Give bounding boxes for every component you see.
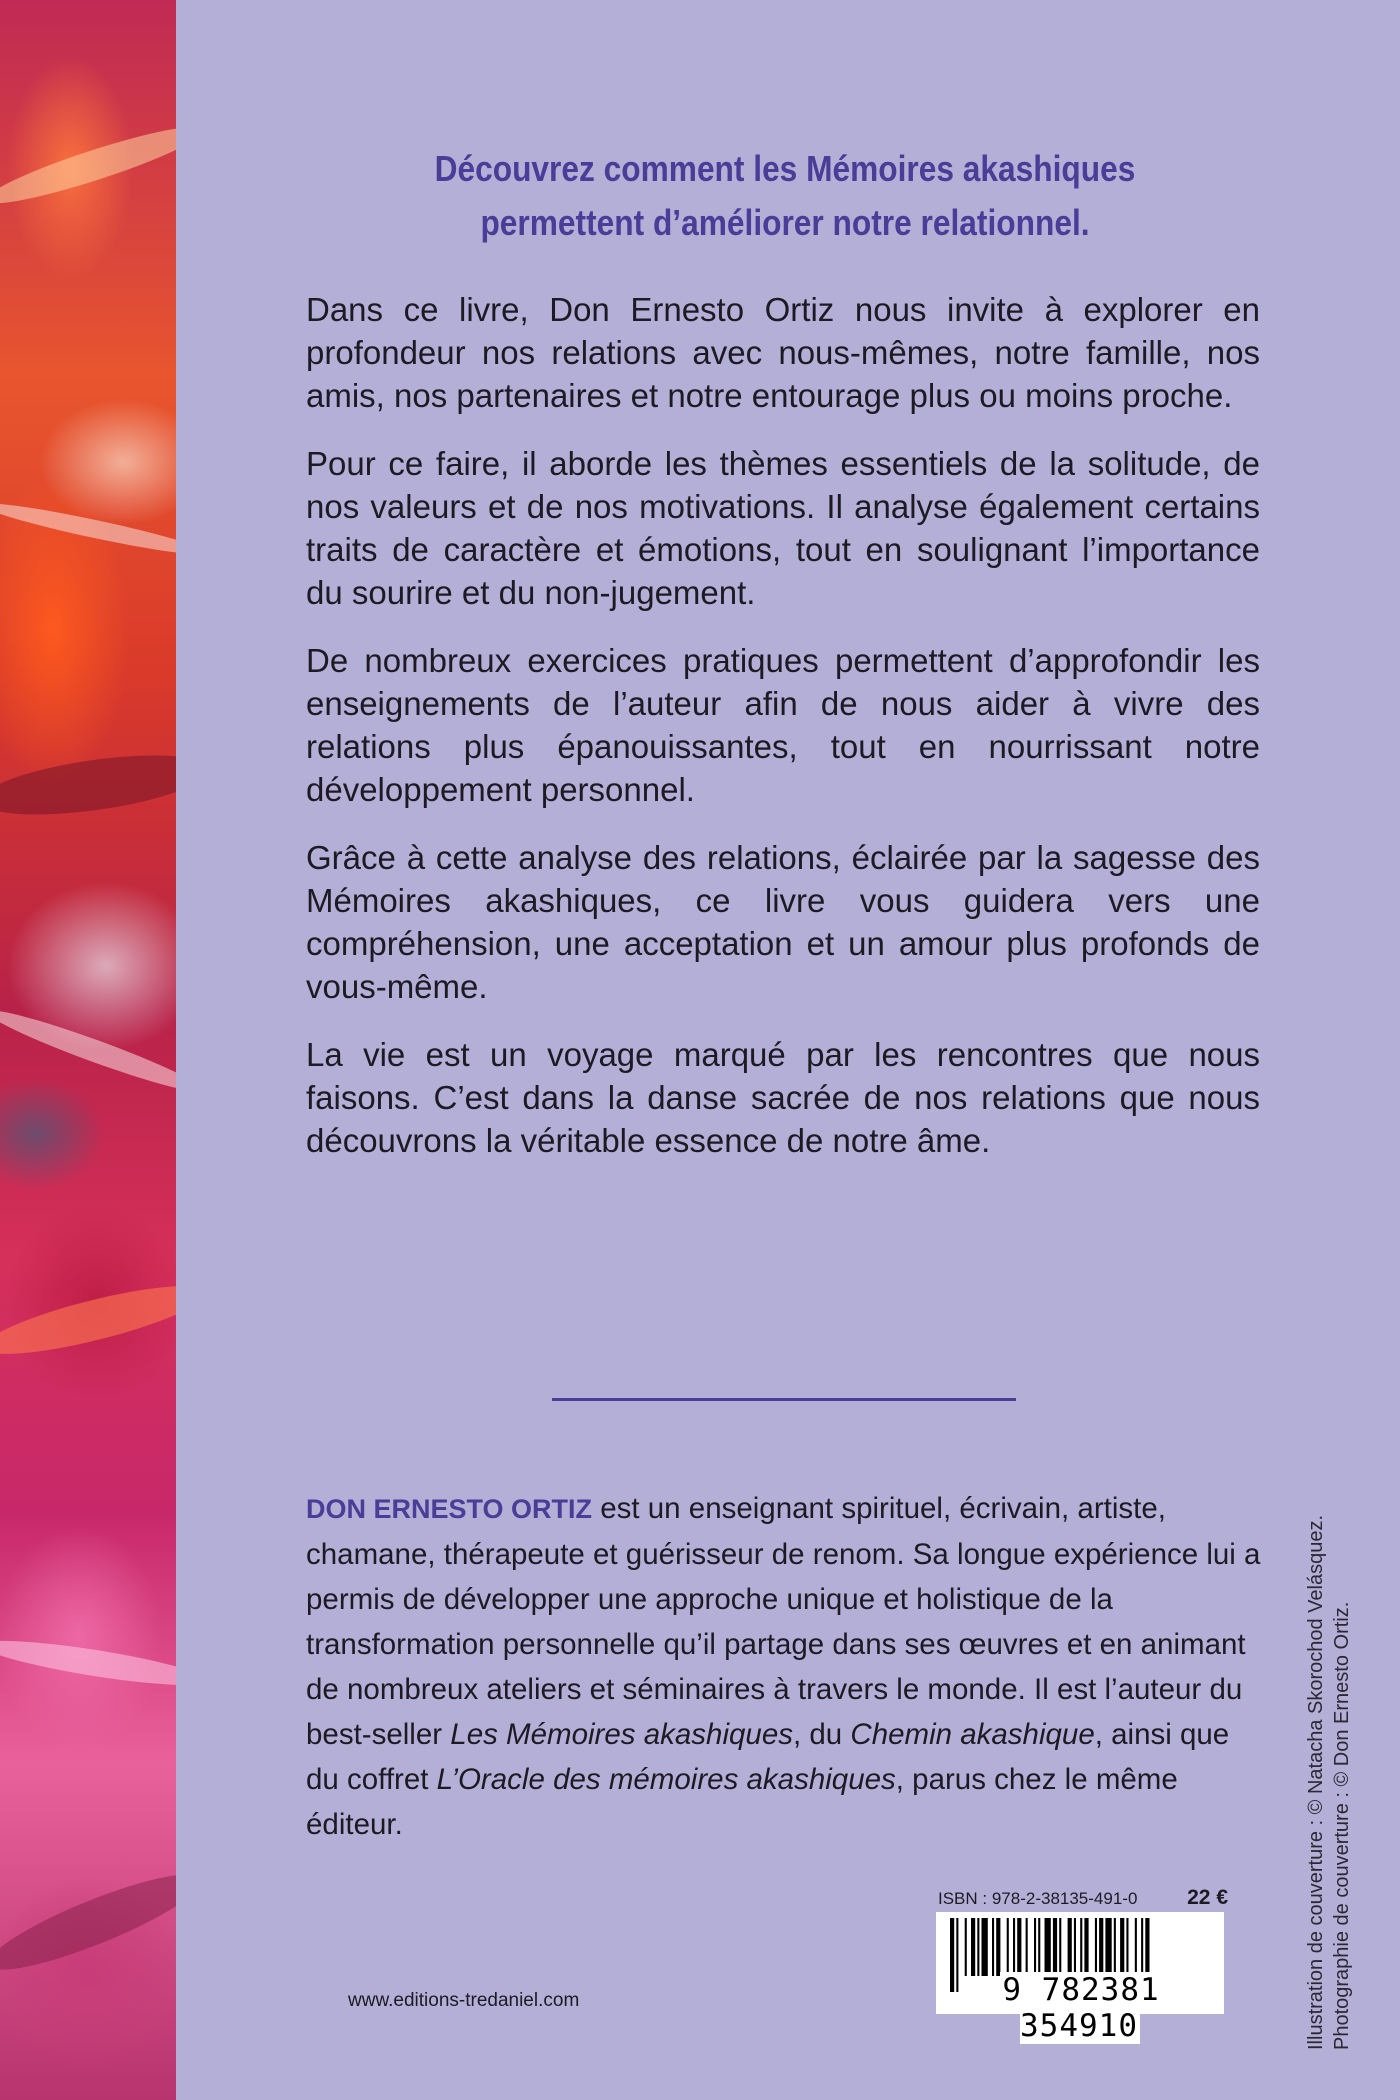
paint-streak bbox=[0, 115, 176, 215]
isbn-label: ISBN : 978-2-38135-491-0 bbox=[938, 1889, 1138, 1908]
barcode-bar bbox=[1114, 1918, 1116, 1976]
barcode-bar bbox=[1080, 1918, 1082, 1976]
description-paragraph-5: La vie est un voyage marqué par les rencontres que nous faisons. C’est dans la danse sacrée de nos relations que nous découvrons la véritable essence de notre âme. bbox=[306, 1036, 1260, 1159]
barcode-bar bbox=[1013, 1918, 1015, 1976]
bio-book-title-3: L’Oracle des mémoires akashiques bbox=[436, 1763, 896, 1796]
barcode-bar bbox=[1053, 1918, 1057, 1976]
description-paragraph-1: Dans ce livre, Don Ernesto Ortiz nous invite à explorer en profondeur nos relations avec nous-mêmes, notre famille, nos amis, nos partenaires et notre entourage plus ou moins proche. bbox=[306, 291, 1260, 414]
headline-line-2: permettent d’améliorer notre relationnel. bbox=[480, 202, 1090, 243]
paint-streak bbox=[0, 1273, 176, 1367]
headline bbox=[314, 142, 1256, 250]
description-paragraph-2: Pour ce faire, il aborde les thèmes essentiels de la solitude, de nos valeurs et de nos motivations. Il analyse également certains traits de caractère et émotions, tout en soulignant l’importance du sourire et du non-jugement. bbox=[306, 445, 1260, 611]
barcode-bar bbox=[1105, 1918, 1111, 1976]
barcode-bar bbox=[1059, 1918, 1061, 1976]
barcode-bar bbox=[1099, 1918, 1103, 1976]
barcode-bar bbox=[1120, 1918, 1124, 1976]
section-divider bbox=[552, 1398, 1016, 1401]
barcode-bar bbox=[1084, 1918, 1088, 1976]
publisher-website[interactable]: www.editions-tredaniel.com bbox=[348, 1990, 580, 2011]
barcode-bar bbox=[965, 1918, 967, 1976]
paint-streak bbox=[0, 744, 176, 826]
bio-book-title-2: Chemin akashique bbox=[850, 1718, 1095, 1751]
illustration-credit: Illustration de couverture : © Natacha Skorochod Velásquez. bbox=[1305, 1514, 1327, 2050]
cover-credits bbox=[1303, 1490, 1355, 2050]
barcode-bar bbox=[1095, 1918, 1097, 1976]
isbn-price-line bbox=[938, 1886, 1228, 1910]
author-name: DON ERNESTO ORTIZ bbox=[306, 1494, 593, 1524]
barcode-digits-wrap bbox=[936, 1972, 1224, 2044]
photo-credit: Photographie de couverture : © Don Ernesto Ortiz. bbox=[1331, 1601, 1353, 2050]
barcode-bar bbox=[1026, 1918, 1028, 1976]
barcode-bar bbox=[1141, 1918, 1143, 1976]
bio-text-3: , ainsi que du coffret bbox=[306, 1718, 1230, 1796]
barcode-bar bbox=[1007, 1918, 1009, 1976]
barcode-bar bbox=[992, 1918, 994, 1976]
paint-streak bbox=[0, 496, 176, 561]
barcode-bar bbox=[996, 1918, 1000, 1976]
bio-text-1: est un enseignant spirituel, écrivain, artiste, chamane, thérapeute et guérisseur de renom. Sa longue expérience lui a permis de développer une approche unique et holistique de la transformation personnelle qu’il partage dans ses œuvres et en animant de nombreux ateliers et séminaires à travers le monde. Il est l’auteur du best-seller bbox=[306, 1492, 1261, 1751]
headline-line-1: Découvrez comment les Mémoires akashiques bbox=[434, 148, 1136, 189]
bio-text-2: , du bbox=[792, 1718, 851, 1751]
description-paragraph-4: Grâce à cette analyse des relations, éclairée par la sagesse des Mémoires akashiques, ce livre vous guidera vers une compréhension, une acceptation et un amour plus profonds de vous-même. bbox=[306, 839, 1260, 1005]
barcode-bar bbox=[1045, 1918, 1051, 1976]
description-paragraph-3: De nombreux exercices pratiques permettent d’approfondir les enseignements de l’auteur afin de nous aider à vivre des relations plus épanouissantes, tout en nourrissant notre développement personnel. bbox=[306, 642, 1260, 808]
cover-painting-strip bbox=[0, 0, 176, 2100]
barcode-bar bbox=[982, 1918, 988, 1976]
barcode-bar bbox=[1126, 1918, 1128, 1976]
barcode bbox=[936, 1912, 1224, 2044]
barcode-bar bbox=[1038, 1918, 1040, 1976]
description-body bbox=[306, 288, 1260, 1187]
barcode-bar bbox=[1034, 1918, 1036, 1976]
barcode-bar bbox=[977, 1918, 979, 1976]
barcode-bar bbox=[971, 1918, 975, 1976]
bio-book-title-1: Les Mémoires akashiques bbox=[450, 1718, 793, 1751]
barcode-bar bbox=[1068, 1918, 1072, 1976]
barcode-bar bbox=[1135, 1918, 1137, 1976]
paint-streak bbox=[0, 1001, 176, 1100]
author-bio bbox=[306, 1486, 1266, 1847]
paint-streak bbox=[0, 1632, 176, 1694]
bio-text-4: , parus chez le même éditeur. bbox=[306, 1763, 1178, 1841]
barcode-digits: 9 782381 354910 bbox=[1002, 1972, 1160, 2044]
price-label: 22 € bbox=[1187, 1886, 1228, 1909]
barcode-bar bbox=[1017, 1918, 1021, 1976]
barcode-bar bbox=[1074, 1918, 1076, 1976]
paint-streak bbox=[0, 1859, 176, 1986]
